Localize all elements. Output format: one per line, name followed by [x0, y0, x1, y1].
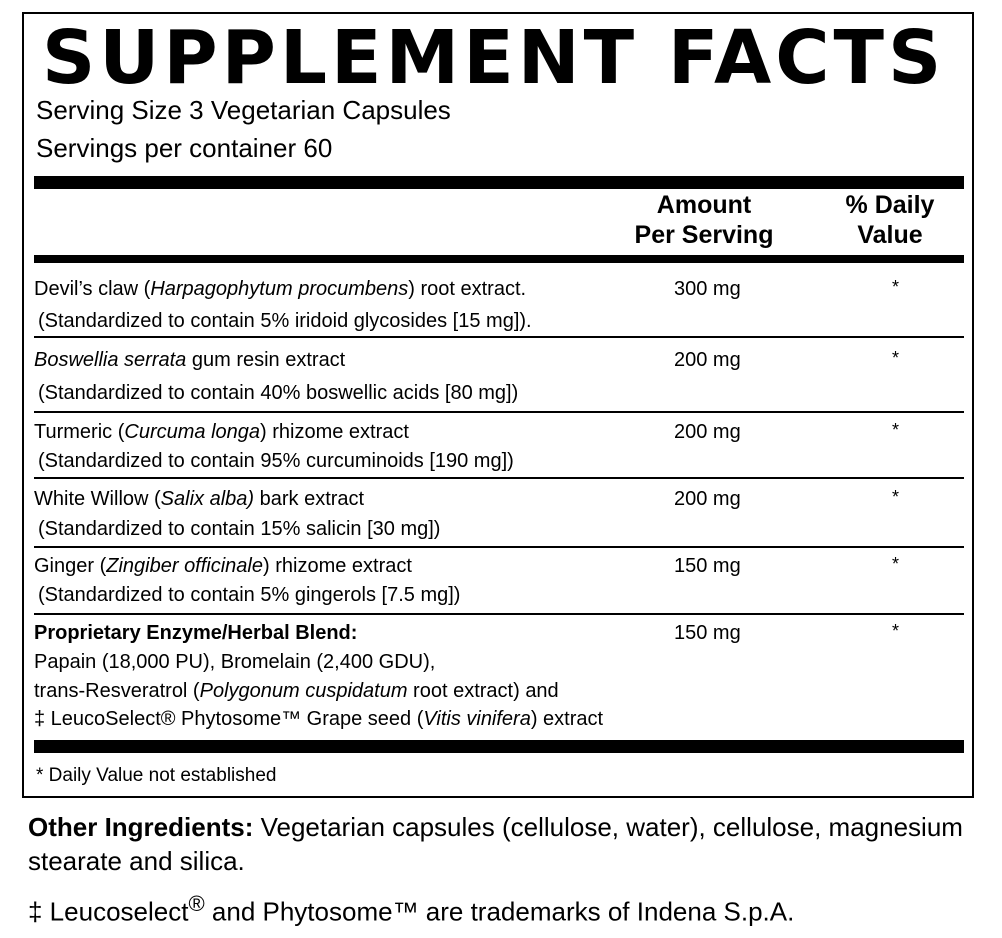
- daily-value-footnote: * Daily Value not established: [36, 765, 277, 786]
- ingredient-daily-value: *: [892, 348, 900, 368]
- trademark-notice: ‡ Leucoselect® and Phytosome™ are trademarks of Indena S.p.A.: [28, 891, 795, 927]
- row-divider: [34, 477, 964, 479]
- serving-size: Serving Size 3 Vegetarian Capsules: [36, 95, 451, 125]
- ingredient-standardization: (Standardized to contain 15% salicin [30 mg]): [38, 518, 441, 540]
- footer-divider: [34, 740, 964, 753]
- other-ingredients-text: Vegetarian capsules (cellulose, water), cellulose, magnesium stearate and silica.: [28, 812, 963, 876]
- blend-detail-line: Papain (18,000 PU), Bromelain (2,400 GDU),: [34, 651, 436, 673]
- ingredient-standardization: (Standardized to contain 95% curcuminoids [190 mg]): [38, 450, 514, 472]
- row-divider: [34, 411, 964, 413]
- daily-value-header: % Daily Value: [845, 191, 935, 249]
- ingredient-name: Turmeric (Curcuma longa) rhizome extract: [34, 421, 409, 443]
- ingredient-name: White Willow (Salix alba) bark extract: [34, 488, 365, 510]
- ingredient-daily-value: *: [892, 487, 900, 507]
- ingredient-standardization: (Standardized to contain 5% gingerols [7.5 mg]): [38, 584, 461, 606]
- blend-daily-value: *: [892, 621, 900, 641]
- ingredient-daily-value: *: [892, 554, 900, 574]
- header-divider-bottom: [34, 255, 964, 263]
- ingredient-amount: 200 mg: [674, 488, 741, 510]
- ingredient-amount: 300 mg: [674, 278, 741, 300]
- ingredient-amount: 200 mg: [674, 349, 741, 371]
- blend-name: Proprietary Enzyme/Herbal Blend:: [34, 622, 358, 644]
- header-divider-top: [34, 176, 964, 189]
- row-divider: [34, 546, 964, 548]
- row-divider: [34, 613, 964, 615]
- blend-detail-line: ‡ LeucoSelect® Phytosome™ Grape seed (Vitis vinifera) extract: [34, 708, 604, 730]
- ingredient-standardization: (Standardized to contain 5% iridoid glycosides [15 mg]).: [38, 310, 532, 332]
- supplement-facts-panel: [22, 12, 974, 798]
- amount-per-serving-header: Amount Per Serving: [634, 191, 774, 249]
- ingredient-amount: 150 mg: [674, 555, 741, 577]
- blend-amount: 150 mg: [674, 622, 741, 644]
- other-ingredients-label: Other Ingredients:: [28, 812, 254, 842]
- blend-detail-line: trans-Resveratrol (Polygonum cuspidatum root extract) and: [34, 680, 559, 702]
- ingredient-standardization: (Standardized to contain 40% boswellic acids [80 mg]): [38, 382, 519, 404]
- ingredient-name: Boswellia serrata gum resin extract: [34, 349, 346, 371]
- ingredient-amount: 200 mg: [674, 421, 741, 443]
- row-divider: [34, 336, 964, 338]
- ingredient-daily-value: *: [892, 277, 900, 297]
- ingredient-name: Ginger (Zingiber officinale) rhizome extract: [34, 555, 412, 577]
- ingredient-name: Devil’s claw (Harpagophytum procumbens) root extract.: [34, 278, 527, 300]
- panel-title: SUPPLEMENT FACTS: [42, 15, 946, 101]
- other-ingredients: [28, 810, 988, 878]
- servings-per-container: Servings per container 60: [36, 133, 333, 163]
- ingredient-daily-value: *: [892, 420, 900, 440]
